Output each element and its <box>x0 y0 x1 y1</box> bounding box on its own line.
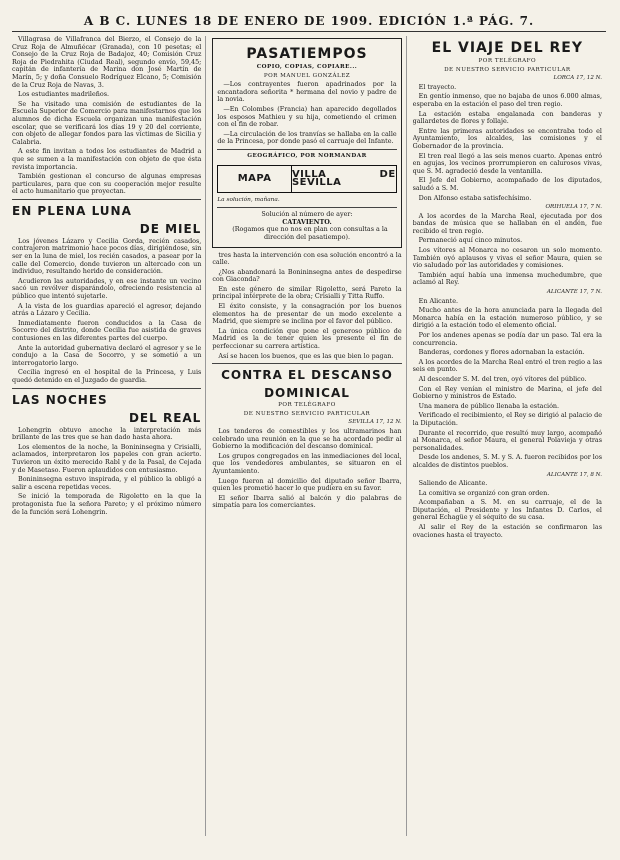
article-paragraph: La estación estaba engalanada con banderas y gallardetes de flores y follaje. <box>412 109 602 126</box>
article-paragraph: Verificado el recibimiento, el Rey se dirigió al palacio de la Diputación. <box>412 411 602 427</box>
pasatiempos-box <box>212 38 401 248</box>
article-paragraph: Bonininsegna estuvo inspirada, y el público la obligó a salir a escena repetidas veces. <box>12 475 202 491</box>
article-paragraph: Acompañaban a S. M. en su carruaje, el de la Diputación, el Presidente y los Infantes D. Carlos, el general Echagüe y el séquito de su casa. <box>412 498 602 522</box>
rebus-caption: La solución, mañana. <box>217 196 280 203</box>
headline-contra-el-descanso: CONTRA EL DESCANSO <box>221 368 393 383</box>
subhead-copio: COPIO, COPIAS, COPIARE... <box>256 64 358 70</box>
article-paragraph: Así se hacen los buenos, que es las que bien lo pagan. <box>218 351 394 360</box>
article-paragraph: Los tenderos de comestibles y los ultramarinos han celebrado una reunión en la que se ha acordado pedir al Gobierno la modificación del descanso dominical. <box>212 427 402 451</box>
divider <box>212 363 401 364</box>
solution-label: Solución al número de ayer: <box>261 210 353 219</box>
article-paragraph: —En Colombes (Francia) han aparecido degollados los esposos Mathieu y su hija, cometiendo el crimen con el fin de robar. <box>217 104 397 129</box>
headline-las-noches: LAS NOCHES <box>12 392 108 407</box>
headline-del-real: DEL REAL <box>128 410 202 425</box>
article-paragraph: Inmediatamente fueron conducidos a la Casa de Socorro del distrito, donde Cecilia fue asistida de graves contusiones en las diferentes partes del cuerpo. <box>12 318 202 342</box>
article-paragraph: Los jóvenes Lázaro y Cecilia Gorda, recién casados, contrajeron matrimonio hace pocos días, dirigiéndose, sin ser en la luna de miel, los recién casados, a pasear por la calle del Comercio, donde tuvieron un altercado con un individuo, resultando herido de consideración. <box>12 236 202 276</box>
article-paragraph: Se ha visitado una comisión de estudiantes de la Escuela Superior de Comercio para manifestarnos que los alumnos de dicha Escuela organizan una manifestación escolar, que se verificará los días 19 y 20 del corriente, con objeto de allegar fondos para las víctimas de Sicilia y Calabria. <box>12 99 202 146</box>
divider <box>217 149 396 150</box>
article-paragraph: —La circulación de los tranvías se hallaba en la calle de la Princesa, por donde pasó el carruaje del Infante. <box>217 129 397 146</box>
article-paragraph: El señor Ibarra salió al balcón y dio palabras de simpatía para los comerciantes. <box>212 493 402 510</box>
article-paragraph: Ante la autoridad gubernativa declaró el agresor y se le condujo a la Casa de Socorro, y se sometió a un interrogatorio largo. <box>12 343 202 367</box>
article-paragraph: Al salir el Rey de la estación se confirmaron las ovaciones hasta el trayecto. <box>412 523 602 539</box>
article-paragraph: Durante el recorrido, que resultó muy largo, acompañó al Monarca, el señor Maura, el general Polavieja y otras personalidades. <box>412 428 602 452</box>
article-paragraph: A los acordes de la Marcha Real, ejecutada por dos bandas de música que se hallaban en el andén, fue recibido el tren regio. <box>412 211 602 235</box>
divider <box>12 388 201 389</box>
article-paragraph: Los vítores al Monarca no cesaron un solo momento. También oyó aplausos y vivas el señor Maura, quien se vio saludado por las autoridades y comisiones. <box>412 246 602 270</box>
dateline: ALICANTE 17, 8 N. <box>546 471 602 478</box>
article-paragraph: Mucho antes de la hora anunciada para la llegada del Monarca había en la estación numeroso público, y se dirigió a la estación todo el elemento oficial. <box>412 306 602 330</box>
article-paragraph: Banderas, cordones y flores adornaban la estación. <box>418 348 585 357</box>
article-paragraph: ¿Nos abandonará la Bonininsegna antes de despedirse con Giaconda? <box>212 267 402 284</box>
article-paragraph: El tren real llegó a las seis menos cuarto. Apenas entró en agujas, los vecinos prorrumpieron en calurosos vivas, que S. M. agradeció desde la ventanilla. <box>412 151 602 175</box>
column-2 <box>212 36 406 836</box>
article-paragraph: Permaneció aquí cinco minutos. <box>418 236 523 245</box>
headline-pasatiempos: PASATIEMPOS <box>246 46 368 62</box>
subhead-geografico: GEOGRÁFICO, POR NORMANDAR <box>247 152 367 159</box>
section-subhead: En Alicante. <box>418 296 459 305</box>
article-paragraph: Don Alfonso estaba satisfechísimo. <box>418 193 532 202</box>
divider <box>12 199 201 200</box>
rebus-villa-de-sevilla: VILLA DE SEVILLA <box>291 168 396 188</box>
article-paragraph: Acudieron las autoridades, y en ese instante un vecino sacó un revólver disparándolo, ofreciendo resistencia al público que intentó sujetarle. <box>12 276 202 301</box>
divider <box>217 207 396 208</box>
article-paragraph: Los grupos congregados en las inmediaciones del local, que los vendedores ambulantes, se situaron en el Ayuntamiento. <box>212 451 402 475</box>
byline: POR MANUEL GONZÁLEZ <box>263 72 351 79</box>
article-paragraph: Desde los andenes, S. M. y S. A. fueron recibidos por los alcaldes de distintos pueblos. <box>412 453 602 469</box>
headline-en-plena-luna: EN PLENA LUNA <box>12 203 132 218</box>
article-paragraph: A los acordes de la Marcha Real entró el tren regio a las seis en punto. <box>412 357 602 374</box>
article-paragraph: Entre las primeras autoridades se encontraba todo el Ayuntamiento, los alcaldes, las comisiones y el Gobernador de la provincia. <box>412 126 602 150</box>
subhead-por-telegrafo: POR TELÉGRAFO <box>478 58 537 64</box>
headline-dominical: DOMINICAL <box>264 386 350 401</box>
section-subhead: Saliendo de Alicante. <box>418 479 488 488</box>
article-paragraph: Se inició la temporada de Rigoletto en la que la protagonista fue la señora Pareto; y el próximo número de la función será Lohengrin. <box>12 492 202 516</box>
article-paragraph: Los elementos de la noche, la Bonininsegna y Crisialli, aclamados, interpretaron los papeles con gran acierto. Tuvieron un éxito merecido Rabl y de la Pasal, de Cejada y de Masetaso. Fueron aplaudidos con entusiasmo. <box>12 442 202 474</box>
article-paragraph: Por los andenes apenas se podía dar un paso. Tal era la concurrencia. <box>412 331 602 347</box>
column-1 <box>12 36 206 836</box>
dateline: ALICANTE 17, 7 N. <box>546 289 602 296</box>
article-paragraph: A este fin invitan a todos los estudiantes de Madrid a que se sumen a la manifestación con objeto de que ésta revista importancia. <box>12 147 202 171</box>
article-paragraph: Con el Rey venían el ministro de Marina, el jefe del Gobierno y ministros de Estado. <box>412 384 602 401</box>
section-subhead: Los estudiantes madrileños. <box>18 90 110 99</box>
page-masthead: A B C. LUNES 18 DE ENERO DE 1909. EDICIÓN 1.ª PÁG. 7. <box>12 10 606 32</box>
article-paragraph: —Los contrayentes fueron apadrinados por la encantadora señorita * hermana del novio y padre de la novia. <box>217 80 397 104</box>
rebus-box <box>217 165 396 193</box>
article-paragraph: La comitiva se organizó con gran orden. <box>418 488 550 497</box>
subhead-por-telegrafo: POR TELÉGRAFO <box>278 402 336 409</box>
article-paragraph: tres hasta la intervención con esa solución encontró a la calle. <box>212 250 402 267</box>
article-paragraph: Lohengrin obtuvo anoche la interpretación más brillante de las tres que se han dado hasta ahora. <box>12 425 202 442</box>
rebus-mapa: MAPA <box>218 166 292 192</box>
solution-word: CATAVIENTO. <box>282 217 332 226</box>
article-paragraph: Una manera de público llenaba la estación. <box>418 401 560 410</box>
column-3 <box>413 36 606 836</box>
section-subhead: El trayecto. <box>418 82 457 91</box>
article-paragraph: El Jefe del Gobierno, acompañado de los diputados, saludó a S. M. <box>412 176 602 192</box>
dateline: LORCA 17, 12 N. <box>553 75 602 82</box>
article-paragraph: En gentío inmenso, que no bajaba de unos 6.000 almas, esperaba en la estación el paso del tren regio. <box>412 92 602 108</box>
article-paragraph: Villagrasa de Villafranca del Bierzo, el Consejo de la Cruz Roja de Almuñécar (Granada), con 10 pesetas; el Consejo de la Cruz Roja de Badajoz, 40; Comisión Cruz Roja de Piedrahita (Ciudad Real), segundo envío, 59,45; capitán de infantería de Marina don José Martín de Marín, 5; y doña Consuelo Rodríguez Elcano, 5; Comisión de la Cruz Roja de Navas, 3. <box>12 36 202 89</box>
headline-de-miel: DE MIEL <box>139 221 202 236</box>
subhead-servicio: DE NUESTRO SERVICIO PARTICULAR <box>444 66 571 73</box>
dateline: SEVILLA 17, 12 N. <box>348 419 402 426</box>
subhead-servicio: DE NUESTRO SERVICIO PARTICULAR <box>243 410 371 417</box>
article-paragraph: También aquí había una inmensa muchedumbre, que aclamó al Rey. <box>412 270 602 287</box>
article-paragraph: La única condición que pone el generoso público de Madrid es la de tener quien les presente el fin de perfeccionar su carrera artística. <box>212 326 402 351</box>
article-paragraph: Luego fueron al domicilio del diputado señor Ibarra, quien les prometió hacer lo que pudiera en su favor. <box>212 476 402 493</box>
headline-el-viaje-del-rey: EL VIAJE DEL REY <box>431 40 583 56</box>
article-paragraph: En este género de similar Rigoletto, será Pareto la principal intérprete de la obra; Crisialli y Titta Ruffo. <box>212 284 402 301</box>
article-paragraph: Al descender S. M. del tren, oyó vítores del público. <box>418 374 587 383</box>
article-paragraph: El éxito consiste, y la consagración por los buenos elementos ha de presentar de un modo excelente a Madrid, que siempre se inclina por el favor del público. <box>212 302 402 326</box>
article-paragraph: A la vista de los guardias apareció el agresor, dejando atrás a Lázaro y Cecilia. <box>12 301 202 318</box>
dateline: ORIHUELA 17, 7 N. <box>545 204 602 211</box>
article-paragraph: (Rogamos que no nos en plan con consultas a la dirección del pasatiempo). <box>232 225 388 241</box>
article-paragraph: También gestionan el concurso de algunas empresas particulares, para que con su cooperación mejor resulte el acto humanitario que proyectan. <box>12 172 202 196</box>
article-paragraph: Cecilia ingresó en el hospital de la Princesa, y Luis quedó detenido en el Juzgado de guardia. <box>12 368 202 384</box>
